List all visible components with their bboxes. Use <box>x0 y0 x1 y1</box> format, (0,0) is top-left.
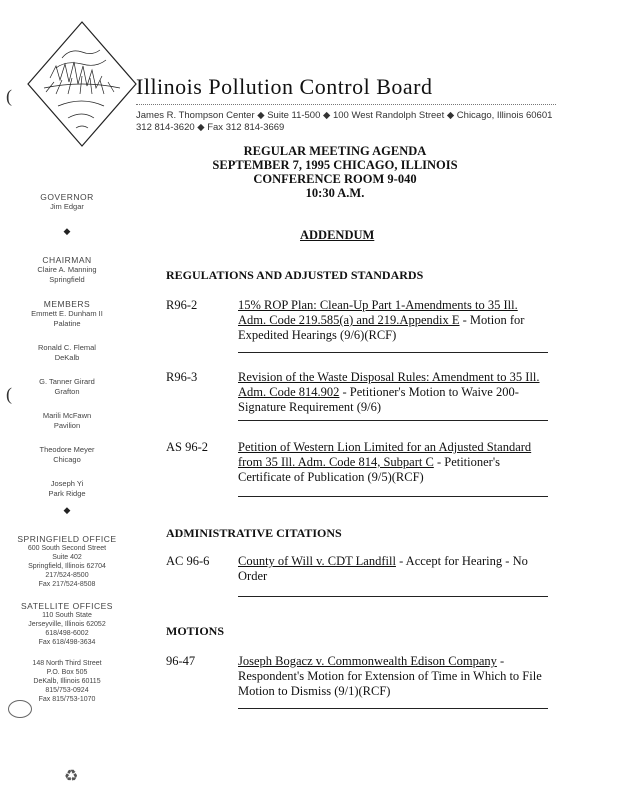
section-title: REGULATIONS AND ADJUSTED STANDARDS <box>166 268 424 282</box>
phone-line: 217/524-8500 <box>45 572 89 579</box>
member-city: DeKalb <box>54 353 80 362</box>
address-line: Springfield, Illinois 62704 <box>28 563 106 570</box>
member-name: Joseph Yi <box>50 479 84 488</box>
member-city: Pavilion <box>53 421 81 430</box>
item-divider <box>238 496 548 497</box>
chairman-name: Claire A. Manning <box>37 265 97 274</box>
item-divider <box>238 708 548 709</box>
punch-mark: ( <box>6 384 12 404</box>
address-line: Suite 402 <box>52 554 82 561</box>
item-number: AC 96-6 <box>166 554 210 568</box>
item-divider <box>238 596 548 597</box>
recycle-icon: ♻ <box>64 768 79 785</box>
item-description <box>238 554 548 584</box>
fax-line: Fax 815/753-1070 <box>38 696 96 703</box>
agenda-date-location: SEPTEMBER 7, 1995 CHICAGO, ILLINOIS <box>212 158 458 172</box>
phone-line: 815/753-0924 <box>45 687 89 694</box>
board-logo <box>22 18 140 150</box>
member <box>8 479 126 499</box>
header-rule <box>136 104 556 105</box>
member-name: Theodore Meyer <box>39 445 95 454</box>
member-city: Grafton <box>54 387 80 396</box>
diamond-icon: ◆ <box>63 226 71 236</box>
member <box>8 411 126 431</box>
member <box>8 343 126 363</box>
member <box>8 377 126 397</box>
member <box>8 445 126 465</box>
governor-title: GOVERNOR <box>40 192 94 202</box>
fax-line: Fax 618/498-3634 <box>38 639 96 646</box>
address-line: P.O. Box 505 <box>46 669 88 676</box>
springfield-office-address <box>8 544 126 589</box>
member-name: Emmett E. Dunham II <box>31 309 103 318</box>
satellite-offices-title: SATELLITE OFFICES <box>21 601 113 611</box>
agenda-room: CONFERENCE ROOM 9-040 <box>253 172 417 186</box>
item-description <box>238 298 548 343</box>
item-number: 96-47 <box>166 654 196 668</box>
addendum-heading: ADDENDUM <box>300 228 375 242</box>
address-line: 148 North Third Street <box>32 660 102 667</box>
agenda-time: 10:30 A.M. <box>305 186 365 200</box>
stamp-mark <box>8 700 32 718</box>
member <box>8 309 126 329</box>
chairman-title: CHAIRMAN <box>42 255 92 265</box>
address-line: 110 South State <box>42 612 92 619</box>
section-title: MOTIONS <box>166 624 225 638</box>
address-line: Jerseyville, Illinois 62052 <box>28 621 106 628</box>
satellite-office-address <box>8 659 126 704</box>
member-name: Ronald C. Flemal <box>38 343 96 352</box>
item-description <box>238 370 548 415</box>
phone-line: 312 814-3620 ◆ Fax 312 814-3669 <box>136 122 285 133</box>
item-description <box>238 654 548 699</box>
item-action: - Respondent's Motion for Extension of Time in Which to File Motion to Dismiss (9/1)(RCF) <box>238 654 542 698</box>
address-line: 600 South Second Street <box>27 545 107 552</box>
agenda-title: REGULAR MEETING AGENDA <box>243 144 427 158</box>
punch-mark: ( <box>6 86 12 106</box>
member-city: Park Ridge <box>48 489 86 498</box>
item-case-title: Petition of Western Lion Limited for an Adjusted Standard from 35 Ill. Adm. Code 814, Subpart C <box>238 440 532 469</box>
item-case-title: Revision of the Waste Disposal Rules: Amendment to 35 Ill. Adm. Code 814.902 <box>238 370 540 399</box>
item-divider <box>238 420 548 421</box>
item-action: - Petitioner's Motion to Waive 200-Signature Requirement (9/6) <box>238 385 519 414</box>
item-case-title: Joseph Bogacz v. Commonwealth Edison Company <box>238 654 497 668</box>
item-number: R96-2 <box>166 298 198 312</box>
member-name: Marili McFawn <box>42 411 92 420</box>
member-city: Palatine <box>53 319 81 328</box>
sidebar <box>8 190 126 704</box>
governor-name: Jim Edgar <box>50 202 84 211</box>
diamond-icon: ◆ <box>63 505 71 515</box>
member-city: Chicago <box>53 455 81 464</box>
item-action: - Accept for Hearing - No Order <box>238 554 528 583</box>
members-title: MEMBERS <box>43 299 91 309</box>
board-name: Illinois Pollution Control Board <box>136 74 433 99</box>
item-action: - Motion for Expedited Hearings (9/6)(RCF) <box>238 313 525 342</box>
item-number: R96-3 <box>166 370 198 384</box>
member-list <box>8 309 126 499</box>
item-case-title: County of Will v. CDT Landfill <box>238 554 396 568</box>
phone-line: 618/498-6002 <box>45 630 89 637</box>
section-title: ADMINISTRATIVE CITATIONS <box>166 526 342 540</box>
item-action: - Petitioner's Certificate of Publication (9/5)(RCF) <box>238 455 500 484</box>
item-case-title: 15% ROP Plan: Clean-Up Part 1-Amendments to 35 Ill. Adm. Code 219.585(a) and 219.Appendix E <box>238 298 518 327</box>
satellite-office-address <box>8 611 126 647</box>
chairman-city: Springfield <box>49 275 85 284</box>
address-line: James R. Thompson Center ◆ Suite 11-500 ◆ 100 West Randolph Street ◆ Chicago, Illinois 60601 <box>136 110 553 121</box>
agenda-heading <box>200 144 470 200</box>
springfield-office-title: SPRINGFIELD OFFICE <box>17 534 117 544</box>
item-number: AS 96-2 <box>166 440 209 454</box>
address-line: DeKalb, Illinois 60115 <box>33 678 101 685</box>
fax-line: Fax 217/524-8508 <box>38 581 96 588</box>
item-divider <box>238 352 548 353</box>
member-name: G. Tanner Girard <box>39 377 95 386</box>
item-description <box>238 440 548 485</box>
